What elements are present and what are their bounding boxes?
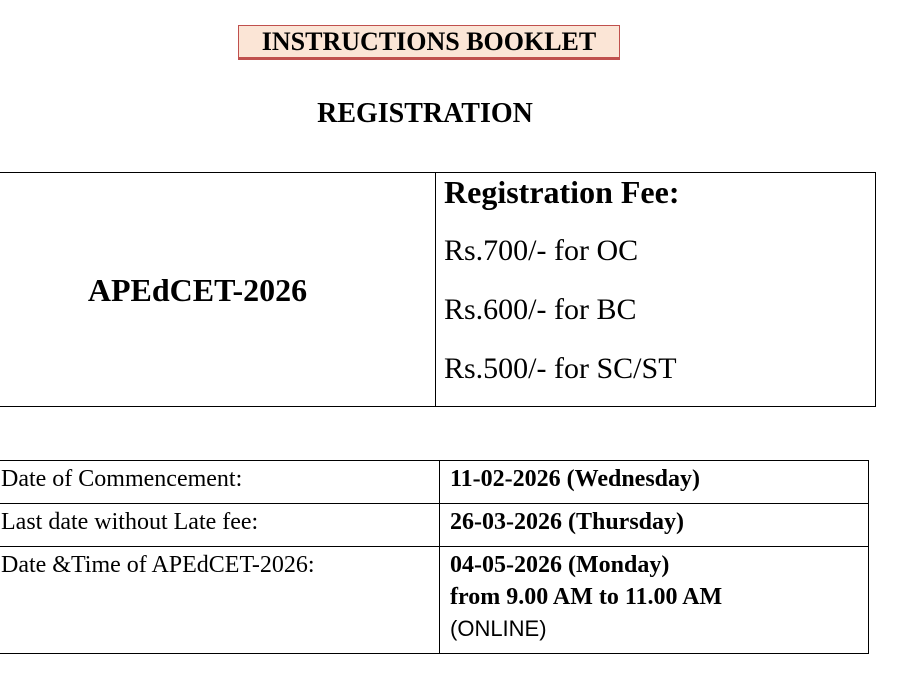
exam-name: APEdCET-2026 — [87, 272, 308, 308]
exam-time: from 9.00 AM to 11.00 AM — [450, 584, 723, 610]
dates-table — [0, 460, 869, 654]
exam-mode: (ONLINE) — [450, 616, 547, 641]
exam-date-cell — [440, 547, 869, 654]
date-label: Date &Time of APEdCET-2026: — [0, 547, 440, 654]
date-value: 11-02-2026 (Wednesday) — [440, 461, 869, 504]
fee-scst: Rs.500/- for SC/ST — [444, 352, 677, 385]
date-label: Last date without Late fee: — [0, 504, 440, 547]
booklet-title: INSTRUCTIONS BOOKLET — [238, 25, 620, 60]
table-row — [0, 461, 869, 504]
fee-oc: Rs.700/- for OC — [444, 234, 639, 267]
fee-heading: Registration Fee: — [444, 174, 680, 210]
date-value: 26-03-2026 (Thursday) — [440, 504, 869, 547]
table-row — [0, 504, 869, 547]
date-value: 04-05-2026 (Monday) — [450, 552, 670, 578]
table-row — [0, 547, 869, 654]
date-label: Date of Commencement: — [0, 461, 440, 504]
column-divider — [435, 173, 436, 406]
section-heading: REGISTRATION — [317, 98, 533, 129]
fee-bc: Rs.600/- for BC — [444, 293, 637, 326]
